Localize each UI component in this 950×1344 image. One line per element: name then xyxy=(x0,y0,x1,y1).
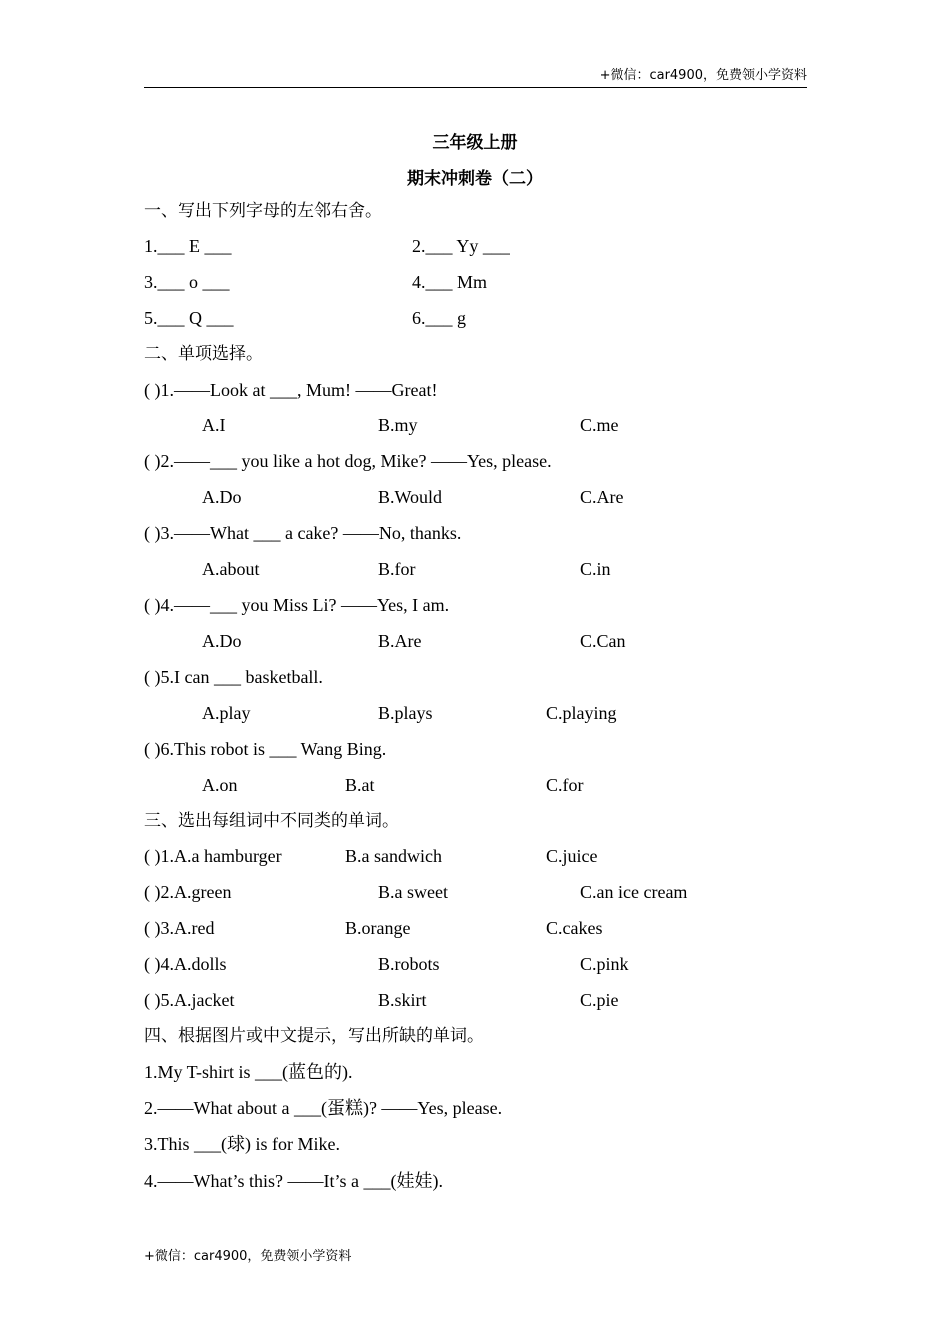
s3-row-4-b: B.robots xyxy=(378,954,440,974)
s2-q6-option-c: C.for xyxy=(546,775,584,795)
s4-item-2: 2.——What about a ___(蛋糕)? ——Yes, please. xyxy=(144,1098,503,1118)
section3-heading: 三、选出每组词中不同类的单词。 xyxy=(144,811,399,831)
s3-row-5-c: C.pie xyxy=(580,990,619,1010)
s1-item-2: 2.___ Yy ___ xyxy=(412,236,510,256)
s2-q5-option-b: B.plays xyxy=(378,703,433,723)
s2-q5-option-c: C.playing xyxy=(546,703,617,723)
s2-q6-option-b: B.at xyxy=(345,775,375,795)
s3-row-4-c: C.pink xyxy=(580,954,629,974)
s3-row-3-a: ( )3.A.red xyxy=(144,918,215,938)
s1-item-3: 3.___ o ___ xyxy=(144,272,230,292)
s2-question-5: ( )5.I can ___ basketball. xyxy=(144,667,323,687)
s3-row-1-b: B.a sandwich xyxy=(345,846,442,866)
s3-row-1-c: C.juice xyxy=(546,846,598,866)
doc-title: 三年级上册 xyxy=(432,133,518,153)
s3-row-3-c: C.cakes xyxy=(546,918,603,938)
s2-q2-option-b: B.Would xyxy=(378,487,443,507)
s2-q4-option-a: A.Do xyxy=(202,631,242,651)
s3-row-2-b: B.a sweet xyxy=(378,882,448,902)
section4-heading: 四、根据图片或中文提示，写出所缺的单词。 xyxy=(144,1026,484,1046)
s2-q2-option-a: A.Do xyxy=(202,487,242,507)
page-footer-note: +微信：car4900，免费领小学资料 xyxy=(144,1249,352,1264)
s2-q6-option-a: A.on xyxy=(202,775,238,795)
s2-q2-option-c: C.Are xyxy=(580,487,624,507)
s2-q3-option-a: A.about xyxy=(202,559,260,579)
s2-q5-option-a: A.play xyxy=(202,703,251,723)
s2-q4-option-b: B.Are xyxy=(378,631,422,651)
s4-item-3: 3.This ___(球) is for Mike. xyxy=(144,1134,340,1154)
s2-q4-option-c: C.Can xyxy=(580,631,626,651)
s2-question-2: ( )2.——___ you like a hot dog, Mike? ——Yes, please. xyxy=(144,451,552,471)
s3-row-1-a: ( )1.A.a hamburger xyxy=(144,846,282,866)
s2-q1-option-a: A.I xyxy=(202,415,226,435)
s2-q3-option-b: B.for xyxy=(378,559,416,579)
doc-subtitle: 期末冲刺卷（二） xyxy=(407,169,543,189)
header-rule xyxy=(144,87,807,88)
s1-item-1: 1.___ E ___ xyxy=(144,236,232,256)
s4-item-1: 1.My T-shirt is ___(蓝色的). xyxy=(144,1062,353,1082)
s3-row-2-c: C.an ice cream xyxy=(580,882,688,902)
s1-item-6: 6.___ g xyxy=(412,308,466,328)
section2-heading: 二、单项选择。 xyxy=(144,344,263,364)
page-header-note: +微信：car4900，免费领小学资料 xyxy=(599,68,807,83)
s1-item-5: 5.___ Q ___ xyxy=(144,308,234,328)
s2-q1-option-c: C.me xyxy=(580,415,619,435)
s2-q1-option-b: B.my xyxy=(378,415,418,435)
s3-row-3-b: B.orange xyxy=(345,918,411,938)
s3-row-5-b: B.skirt xyxy=(378,990,427,1010)
s1-item-4: 4.___ Mm xyxy=(412,272,488,292)
s2-q3-option-c: C.in xyxy=(580,559,611,579)
s2-question-3: ( )3.——What ___ a cake? ——No, thanks. xyxy=(144,523,462,543)
s3-row-2-a: ( )2.A.green xyxy=(144,882,232,902)
s3-row-4-a: ( )4.A.dolls xyxy=(144,954,227,974)
s3-row-5-a: ( )5.A.jacket xyxy=(144,990,235,1010)
section1-heading: 一、写出下列字母的左邻右舍。 xyxy=(144,201,382,221)
s4-item-4: 4.——What’s this? ——It’s a ___(娃娃). xyxy=(144,1171,443,1191)
s2-question-4: ( )4.——___ you Miss Li? ——Yes, I am. xyxy=(144,595,450,615)
s2-question-6: ( )6.This robot is ___ Wang Bing. xyxy=(144,739,387,759)
s2-question-1: ( )1.——Look at ___, Mum! ——Great! xyxy=(144,380,438,400)
